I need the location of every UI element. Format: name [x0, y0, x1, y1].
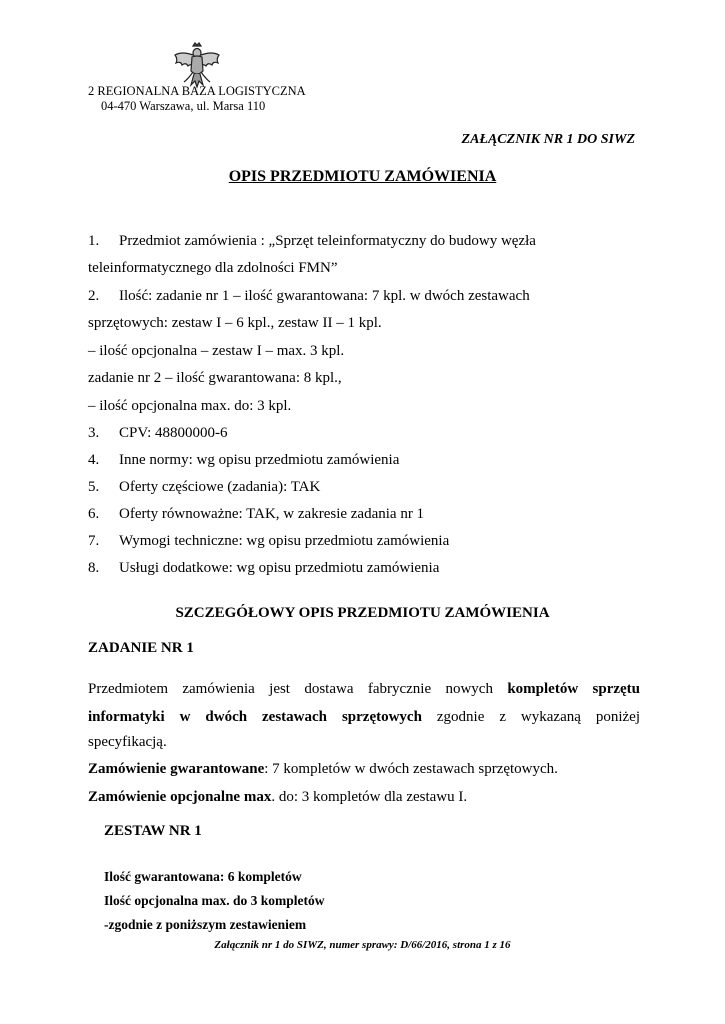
list-item — [88, 424, 227, 442]
list-item — [88, 451, 399, 469]
set-note: -zgodnie z poniższym zestawieniem — [104, 917, 307, 932]
task-paragraph-line — [88, 675, 640, 703]
list-number: 4. — [88, 452, 100, 468]
list-text: Wymogi techniczne: wg opisu przedmiotu zamówienia — [119, 533, 450, 549]
paragraph-bold-text: informatyki w dwóch zestawach sprzętowych — [88, 709, 422, 725]
list-item — [88, 232, 536, 250]
annex-label: ZAŁĄCZNIK NR 1 DO SIWZ — [461, 132, 635, 147]
guaranteed-label: Zamówienie gwarantowane — [88, 761, 265, 777]
task-heading: ZADANIE NR 1 — [88, 640, 194, 656]
optional-order-line — [88, 788, 467, 806]
list-text: Oferty równoważne: TAK, w zakresie zadania nr 1 — [119, 506, 425, 522]
list-item — [88, 532, 449, 550]
list-text: Inne normy: wg opisu przedmiotu zamówienia — [119, 452, 400, 468]
list-item-continuation: – ilość opcjonalna max. do: 3 kpl. — [88, 398, 292, 414]
list-item — [88, 505, 424, 523]
list-number: 1. — [88, 233, 100, 249]
set-guaranteed-quantity: Ilość gwarantowana: 6 kompletów — [104, 869, 302, 884]
list-number: 5. — [88, 479, 100, 495]
page-footer: Załącznik nr 1 do SIWZ, numer sprawy: D/66/2016, strona 1 z 16 — [214, 939, 511, 951]
task-paragraph-line: specyfikacją. — [88, 734, 167, 750]
list-item — [88, 287, 530, 305]
paragraph-text: Przedmiotem zamówienia jest dostawa fabrycznie nowych — [88, 681, 493, 697]
list-text: Usługi dodatkowe: wg opisu przedmiotu zamówienia — [119, 560, 440, 576]
list-item-continuation: teleinformatycznego dla zdolności FMN” — [88, 260, 338, 276]
list-item-continuation: – ilość opcjonalna – zestaw I – max. 3 kpl. — [88, 343, 345, 359]
list-text: Przedmiot zamówienia : „Sprzęt teleinformatyczny do budowy węzła — [119, 233, 536, 249]
list-number: 3. — [88, 425, 100, 441]
section-heading: SZCZEGÓŁOWY OPIS PRZEDMIOTU ZAMÓWIENIA — [175, 605, 550, 621]
list-item-continuation: zadanie nr 2 – ilość gwarantowana: 8 kpl., — [88, 370, 342, 386]
list-number: 7. — [88, 533, 100, 549]
list-item — [88, 559, 439, 577]
guaranteed-order-line — [88, 760, 558, 778]
list-item-continuation: sprzętowych: zestaw I – 6 kpl., zestaw II – 1 kpl. — [88, 315, 382, 331]
list-number: 8. — [88, 560, 100, 576]
list-text: CPV: 48800000-6 — [119, 425, 228, 441]
paragraph-text: zgodnie z wykazaną poniżej — [436, 709, 640, 725]
paragraph-bold-text: kompletów sprzętu — [507, 681, 641, 697]
list-item — [88, 478, 320, 496]
set-heading: ZESTAW NR 1 — [104, 823, 202, 839]
organization-name: 2 REGIONALNA BAZA LOGISTYCZNA — [88, 84, 306, 98]
optional-label: Zamówienie opcjonalne max — [88, 789, 272, 805]
list-number: 6. — [88, 506, 100, 522]
optional-text: . do: 3 kompletów dla zestawu I. — [271, 789, 468, 805]
set-optional-quantity: Ilość opcjonalna max. do 3 kompletów — [104, 893, 325, 908]
list-text: Oferty częściowe (zadania): TAK — [119, 479, 321, 495]
task-paragraph-line — [88, 703, 640, 731]
organization-address: 04-470 Warszawa, ul. Marsa 110 — [101, 99, 266, 113]
page-title: OPIS PRZEDMIOTU ZAMÓWIENIA — [228, 168, 497, 185]
list-number: 2. — [88, 288, 100, 304]
list-text: Ilość: zadanie nr 1 – ilość gwarantowana: 7 kpl. w dwóch zestawach — [119, 288, 530, 304]
guaranteed-text: : 7 kompletów w dwóch zestawach sprzętowych. — [264, 761, 558, 777]
